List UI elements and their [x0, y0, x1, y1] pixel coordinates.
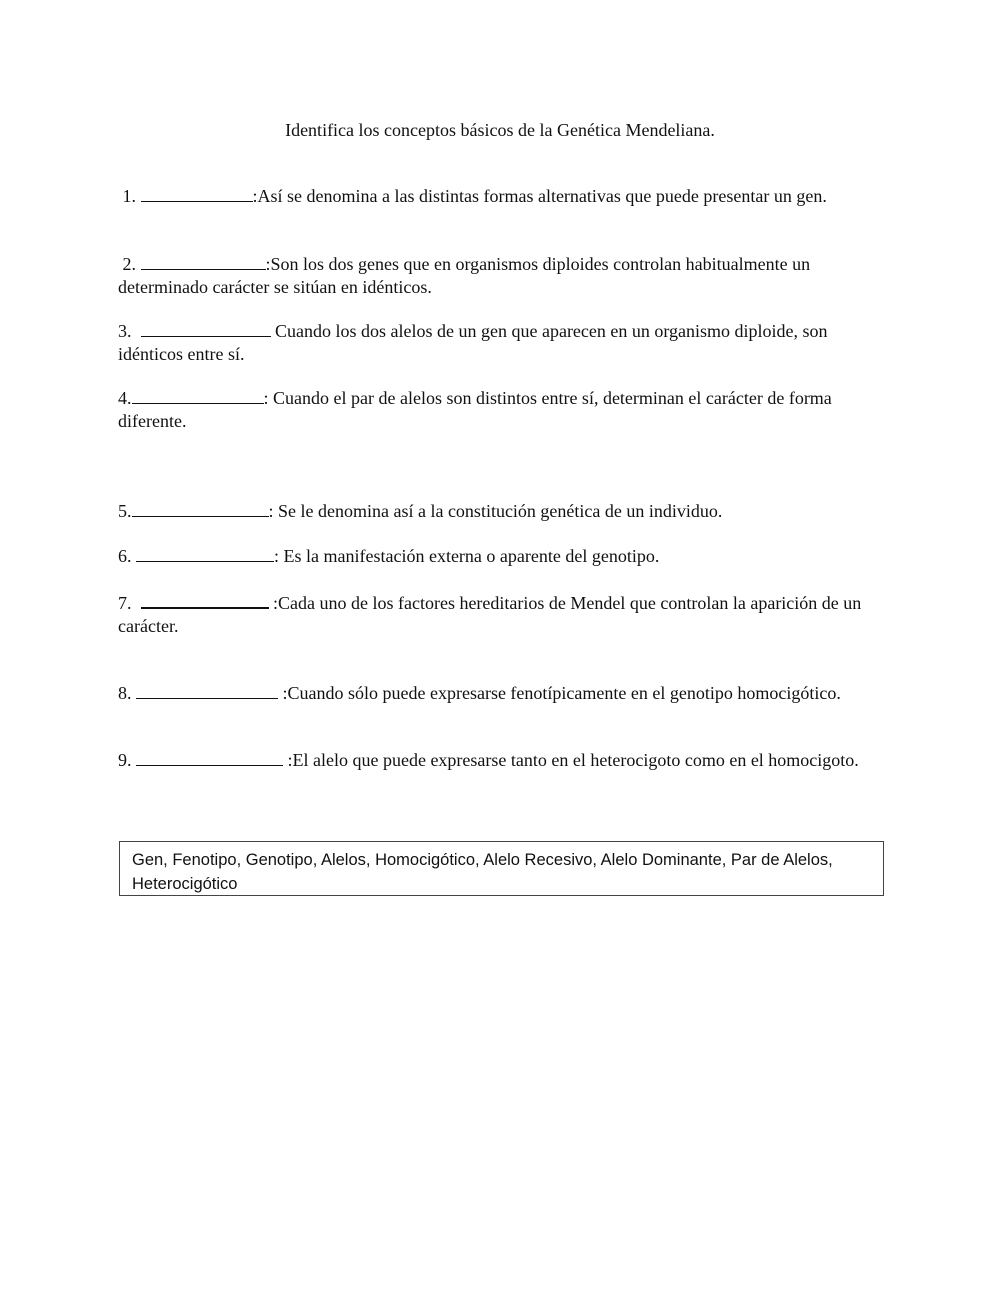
word-bank-box	[119, 841, 884, 896]
question-number: 3.	[118, 321, 141, 341]
question-text: :Cada uno de los factores hereditarios de Mendel que controlan la aparición de un carácter.	[118, 593, 862, 636]
question-number: 1.	[118, 186, 141, 206]
answer-blank-3[interactable]	[141, 320, 271, 337]
question-6	[118, 545, 888, 568]
question-4	[118, 387, 888, 433]
question-number: 5.	[118, 501, 132, 521]
answer-blank-7[interactable]	[141, 591, 269, 609]
question-text: : Se le denomina así a la constitución genética de un individuo.	[268, 501, 723, 521]
question-text: : Cuando el par de alelos son distintos entre sí, determinan el carácter de forma diferente.	[118, 388, 832, 431]
answer-blank-6[interactable]	[136, 545, 274, 562]
question-text: :Cuando sólo puede expresarse fenotípicamente en el genotipo homocigótico.	[278, 683, 841, 703]
answer-blank-9[interactable]	[136, 749, 283, 766]
question-1	[118, 185, 888, 208]
question-text: :El alelo que puede expresarse tanto en el heterocigoto como en el homocigoto.	[283, 750, 859, 770]
question-number: 7.	[118, 593, 141, 613]
question-5	[118, 500, 888, 523]
answer-blank-5[interactable]	[132, 500, 269, 517]
question-number: 9.	[118, 750, 136, 770]
answer-blank-1[interactable]	[141, 185, 253, 202]
question-3	[118, 320, 888, 366]
question-2	[118, 253, 888, 299]
question-text: :Así se denomina a las distintas formas alternativas que puede presentar un gen.	[252, 186, 827, 206]
answer-blank-8[interactable]	[136, 682, 278, 699]
page-title: Identifica los conceptos básicos de la Genética Mendeliana.	[285, 120, 715, 140]
question-8	[118, 682, 888, 705]
question-text: Cuando los dos alelos de un gen que aparecen en un organismo diploide, son idénticos entre sí.	[118, 321, 828, 364]
question-number: 8.	[118, 683, 136, 703]
question-text: : Es la manifestación externa o aparente del genotipo.	[274, 546, 660, 566]
answer-blank-4[interactable]	[132, 387, 264, 404]
question-number: 6.	[118, 546, 136, 566]
answer-blank-2[interactable]	[141, 253, 266, 270]
question-7	[118, 591, 888, 638]
word-bank-text: Gen, Fenotipo, Genotipo, Alelos, Homocigótico, Alelo Recesivo, Alelo Dominante, Par de Alelos, Heterocigótico	[132, 851, 833, 893]
question-number: 4.	[118, 388, 132, 408]
question-text: :Son los dos genes que en organismos diploides controlan habitualmente un determinado carácter se sitúan en idénticos.	[118, 254, 811, 297]
question-number: 2.	[118, 254, 141, 274]
question-9	[118, 749, 888, 772]
